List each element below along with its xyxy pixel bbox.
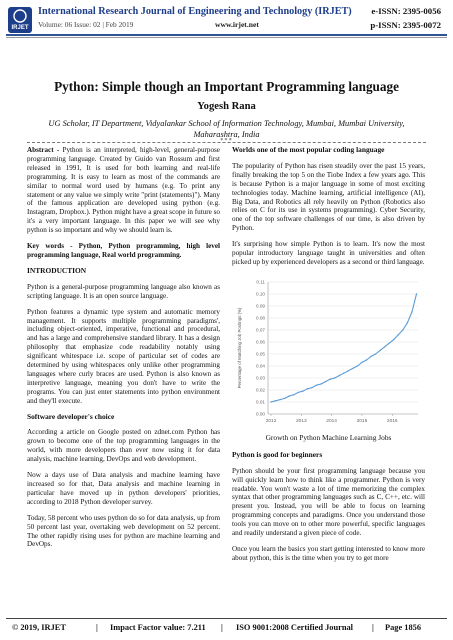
right-column <box>232 146 425 570</box>
abstract <box>27 146 220 235</box>
data-point <box>379 350 380 351</box>
x-tick-label: 2014 <box>326 418 337 424</box>
footer-separator: | <box>372 623 374 632</box>
journal-header <box>0 0 453 46</box>
intro-paragraph-1: Python is a general-purpose programming language also known as scripting language. It is an open source language. <box>27 282 220 300</box>
data-point <box>398 334 399 335</box>
y-tick-label: 0.10 <box>256 291 265 297</box>
data-point <box>393 339 394 340</box>
data-point <box>279 399 280 400</box>
y-tick-label: 0.08 <box>256 315 265 321</box>
journal-title: International Research Journal of Engineering and Technology (IRJET) <box>38 6 352 17</box>
p-issn: p-ISSN: 2395-0072 <box>370 20 441 30</box>
data-point <box>316 384 317 385</box>
intro-paragraph-2: Python features a dynamic type system and automatic memory management. It supports multiple programming paradigms', including object-oriented, imperative, functional and procedural, and has a large and comprehensive standard library. It has a design philosophy that emphasize code readability notably using significant whitespace i.e. scope of particular set of codes are determined by using whitespaces only unlike other programming languages where curly braces are used. Python is also known as interpretive language, meaning you don't have to write the programs. You can just enter statements into python environment and they'll execute. <box>27 307 220 405</box>
introduction-heading: INTRODUCTION <box>27 265 87 275</box>
data-point <box>361 362 362 363</box>
data-point <box>325 381 326 382</box>
keywords: Key words - Python, Python programming, high level programming language, Real world programming. <box>27 242 220 259</box>
y-tick-label: 0.11 <box>256 279 265 285</box>
data-point <box>343 372 344 373</box>
developer-choice-heading: Software developer's choice <box>27 411 115 421</box>
y-tick-label: 0.04 <box>256 363 265 369</box>
y-tick-label: 0.00 <box>256 411 265 417</box>
footer-page-number: Page 1856 <box>385 623 422 632</box>
series-line <box>271 294 416 402</box>
chart-svg <box>232 274 425 432</box>
logo-text: IRJET <box>11 25 29 31</box>
author-affiliation: UG Scholar, IT Department, Vidyalankar School of Information Technology, Mumbai, Mumbai University, Maharashtra, India <box>48 119 405 139</box>
y-tick-label: 0.09 <box>256 303 265 309</box>
journal-logo <box>7 6 33 34</box>
data-point <box>334 377 335 378</box>
chart-caption: Growth on Python Machine Learning Jobs <box>265 432 392 442</box>
author-name: Yogesh Rana <box>197 101 256 112</box>
y-axis-label: Percentage of Matching Job Postings (%) <box>237 307 242 389</box>
python-jobs-chart <box>232 274 425 432</box>
data-point <box>352 368 353 369</box>
developer-paragraph-1: According a article on Google posted on zdnet.com Python has grown to become one of the top programming languages in the world, with more developers than ever now using it for data analysis, machine learning, DevOps and web development. <box>27 428 220 464</box>
data-point <box>416 293 417 294</box>
data-point <box>307 388 308 389</box>
data-point <box>284 398 285 399</box>
data-point <box>402 329 403 330</box>
beginners-paragraph-1: Python should be your first programming language because you will quickly learn how to think like a programmer. Python is very readable. You won't waste a lot of time memorizing the complex syntax that other programming languages such as C, C++, etc. will present you. Instead, you will be able to focus on learning programming concepts and paradigms. Once you understand those tools you can move on to other more powerful, specific languages and readily understand a given piece of code. <box>232 466 425 538</box>
data-point <box>357 365 358 366</box>
data-point <box>389 342 390 343</box>
y-tick-label: 0.02 <box>256 387 265 393</box>
developer-paragraph-3: Today, 58 percent who uses python do so for data analysis, up from 50 percent last year, overtaking web development on 52 percent. The other rapidly rising uses for python are machine learning and DevOps. <box>27 513 220 549</box>
abstract-label: Abstract - <box>27 146 60 154</box>
data-point <box>293 394 294 395</box>
beginners-paragraph-2: Once you learn the basics you start getting interested to know more about python, this is the time when you try to get more <box>232 544 425 562</box>
e-issn: e-ISSN: 2395-0056 <box>371 6 441 16</box>
footer-separator: | <box>221 623 223 632</box>
beginners-heading: Python is good for beginners <box>232 449 323 459</box>
page-footer <box>0 618 453 640</box>
footer-iso: ISO 9001:2008 Certified Journal <box>236 623 354 632</box>
data-point <box>348 370 349 371</box>
data-point <box>384 346 385 347</box>
header-rule <box>6 34 447 36</box>
data-point <box>298 392 299 393</box>
data-point <box>320 383 321 384</box>
y-tick-label: 0.03 <box>256 375 265 381</box>
data-point <box>370 356 371 357</box>
data-point <box>407 322 408 323</box>
developer-paragraph-2: Now a days use of Data analysis and machine learning have increased so for that, Data analysis and machine learning in particular have moved up in python developers' priorities, according to 2018 Python developer survey. <box>27 471 220 506</box>
section-divider <box>27 142 426 143</box>
data-point <box>329 378 330 379</box>
y-tick-label: 0.06 <box>256 339 265 345</box>
footer-impact-factor: Impact Factor value: 7.211 <box>110 623 206 632</box>
y-tick-label: 0.05 <box>256 351 265 357</box>
data-point <box>289 395 290 396</box>
popularity-heading: Worlds one of the most popular coding language <box>232 145 385 154</box>
footer-separator: | <box>96 623 98 632</box>
data-point <box>311 387 312 388</box>
separator-stars: *** <box>220 137 233 144</box>
popularity-paragraph-2: It's surprising how simple Python is to learn. It's now the most popular introductory language taught in universities and often picked up by experienced developers as a second or third language. <box>232 240 425 266</box>
volume-info: Volume: 06 Issue: 02 | Feb 2019 <box>38 20 134 29</box>
x-tick-label: 2012 <box>265 418 277 424</box>
y-tick-label: 0.07 <box>256 327 265 333</box>
data-point <box>275 400 276 401</box>
header-rule-thin <box>6 37 447 38</box>
y-tick-label: 0.01 <box>256 399 265 405</box>
data-point <box>270 401 271 402</box>
abstract-text: Python is an interpreted, high-level, general-purpose programming language. Created by Guido van Rossum and first released in 1991, It is used for both learning and real-life programming. It is easy to learn as most of the commands are similar to normal word used by humans (e.g. To print any statement or any value we simply write "print (statements)"). Many of the famous application are developed using python (e.g. Instagram, Dropbox.). Python might have a great scope in future so it's a very important language. In this paper we will see why python is so important and why we should learn is. <box>27 146 220 235</box>
data-point <box>411 311 412 312</box>
data-point <box>366 359 367 360</box>
data-point <box>302 390 303 391</box>
data-point <box>339 375 340 376</box>
popularity-paragraph-1: The popularity of Python has risen steadily over the past 15 years, finally breaking the top 5 on the Tiobe Index a few years ago. This is because Python is a major language in some of most exciting technologies today. Machine learning, artificial intelligence (AI), Big Data, and Robotics all rely heavily on Python (Robotics also relies on C for its use in systems programming). Cyber Security, one of the top software challenges of our time, is also driven by Python. <box>232 161 425 233</box>
data-point <box>375 353 376 354</box>
x-tick-label: 2016 <box>386 418 398 424</box>
journal-website-link[interactable]: www.irjet.net <box>215 20 259 29</box>
x-tick-label: 2013 <box>295 418 307 424</box>
left-column <box>27 146 220 556</box>
paper-title: Python: Simple though an Important Programming language <box>54 79 399 94</box>
footer-rule <box>6 618 447 619</box>
footer-copyright: © 2019, IRJET <box>12 623 66 632</box>
x-tick-label: 2015 <box>356 418 368 424</box>
